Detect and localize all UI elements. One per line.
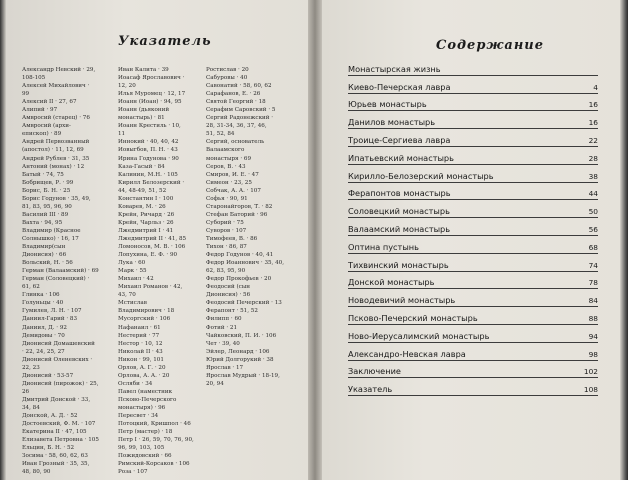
toc-title: Ново-Иерусалимский монастырь xyxy=(348,330,490,341)
index-heading: Указатель xyxy=(118,34,212,49)
toc-title: Заключение xyxy=(348,366,401,377)
index-entry: Илья Муромец · 12, 17 xyxy=(118,91,186,98)
index-entry: Дионисий · 53-57 xyxy=(22,372,74,379)
index-entry: 96, 99, 103, 105 xyxy=(118,445,165,452)
toc-page-number: 88 xyxy=(588,313,598,323)
index-entry: 26 xyxy=(22,388,30,395)
index-entry: Александр Невский · 29, xyxy=(22,67,96,73)
index-entry: Елизавета Петровна · 105 xyxy=(22,437,99,444)
table-of-contents xyxy=(348,58,598,396)
contents-heading: Содержание xyxy=(436,38,545,53)
index-entry: Федор Годунов · 40, 41 xyxy=(206,252,274,259)
index-entry: Орлов, А. Г. · 20 xyxy=(118,364,166,371)
index-entry: Амвросий (архи- xyxy=(22,123,71,130)
toc-title: Валаамский монастырь xyxy=(348,223,451,234)
index-entry: Михаил · 42 xyxy=(118,276,154,283)
index-entry: Мусоргский · 106 xyxy=(118,316,171,323)
toc-title: Соловецкий монастырь xyxy=(348,206,450,217)
index-entry: Сабуровы · 40 xyxy=(206,75,248,82)
index-entry: Серафим Саровский · 5 xyxy=(206,107,276,114)
index-entry: Иоанн (Иоан) · 94, 95 xyxy=(118,99,182,106)
toc-title: Александро-Невская лавра xyxy=(348,348,466,359)
toc-row xyxy=(348,183,598,201)
index-entry: Вахта · 94, 95 xyxy=(22,219,63,226)
toc-page-number: 4 xyxy=(593,82,598,92)
index-entry: Ферапонт · 51, 52 xyxy=(206,308,258,315)
index-entry: Алексий II · 27, 67 xyxy=(22,99,77,106)
toc-page-number: 98 xyxy=(588,349,598,359)
index-entry: Глинка · 106 xyxy=(22,292,60,299)
index-entry: Калинин, М.Н. · 105 xyxy=(118,171,178,178)
index-entry: Никон · 99, 101 xyxy=(118,356,164,363)
index-entry: Голуньцы · 40 xyxy=(22,300,64,307)
index-entry: Потоцкий, Кришпол · 46 xyxy=(118,421,191,428)
toc-row xyxy=(348,325,598,343)
index-entry: 81, 83, 95, 96, 90 xyxy=(22,203,72,210)
index-entry: Симеон · 23, 25 xyxy=(206,179,252,186)
index-entry: Донской, А. Д. · 52 xyxy=(22,413,78,420)
index-entry: Достоевский, Ф. М. · 107 xyxy=(22,421,96,428)
toc-row xyxy=(348,272,598,290)
index-entry: Суборий · 75 xyxy=(206,219,244,226)
index-entry: Сарафанов, Е. · 26 xyxy=(206,91,261,98)
toc-page-number: 84 xyxy=(588,296,598,306)
index-entry: Петр (мастер) · 18 xyxy=(118,429,173,436)
index-entry: Николай II · 43 xyxy=(118,348,163,355)
index-entry: Софья · 90, 91 xyxy=(206,195,248,202)
index-entry: Ирина Годунова · 90 xyxy=(118,155,179,162)
book-gutter xyxy=(308,0,322,480)
index-entry: Бобрищев, Р. · 99 xyxy=(22,179,74,186)
index-entry: Дмитрий Донской · 33, xyxy=(22,396,91,403)
index-entry: Лопухина, Е. Ф. · 90 xyxy=(118,252,178,259)
toc-page-number: 16 xyxy=(588,118,598,128)
index-entry: Филипп · 60 xyxy=(206,316,242,323)
index-entry: Иннокий · 40, 40, 42 xyxy=(118,139,179,146)
index-entry: Владимирович · 18 xyxy=(118,308,175,315)
index-entry: Федор Прокофьев · 20 xyxy=(206,276,272,283)
index-entry: Ярослав Мудрый · 18-19, xyxy=(206,372,280,379)
index-entry: Коварев, М. · 26 xyxy=(118,203,166,210)
index-entry: Нестерий · 77 xyxy=(118,332,160,339)
toc-row xyxy=(348,254,598,272)
index-entry: Павел (наместник xyxy=(118,388,173,395)
toc-title: Псково-Печерский монастырь xyxy=(348,312,478,323)
index-entry: Стефан Баторий · 96 xyxy=(206,211,268,218)
index-entry: епископ) · 89 xyxy=(22,131,62,138)
index-entry: 28, 31-34, 36, 37, 46, xyxy=(206,123,267,130)
index-entry: Савонатий · 58, 60, 62 xyxy=(206,83,272,90)
index-entry: 61, 62 xyxy=(22,284,40,291)
index-entry: · 22, 24, 25, 27 xyxy=(22,348,65,355)
index-entry: Пожидовский · 66 xyxy=(118,453,172,460)
index-entry: Иван Калита · 39 xyxy=(118,67,169,73)
toc-title: Тихвинский монастырь xyxy=(348,259,449,270)
index-entry: Борис Годунов · 35, 49, xyxy=(22,195,91,202)
index-entry: Дионисий (пирожок) · 25, xyxy=(22,380,99,387)
index-entry: Римский-Корсаков · 106 xyxy=(118,461,190,468)
index-entry: 108-105 xyxy=(22,75,46,82)
index-entry: Владимир (Красное xyxy=(22,227,81,234)
index-entry: Ростислав · 20 xyxy=(206,67,249,73)
index-entry: Владимир(сын xyxy=(22,244,66,251)
toc-page-number: 56 xyxy=(588,224,598,234)
index-entry: Лжедмитрий II · 41, 85 xyxy=(118,235,187,242)
index-entry: Борис, Б. Н. · 25 xyxy=(22,187,71,194)
toc-title: Указатель xyxy=(348,384,393,395)
index-entry: Чайковский, П. И. · 106 xyxy=(206,332,277,339)
index-entry: Каза-Гасый · 84 xyxy=(118,163,165,170)
toc-page-number: 22 xyxy=(588,135,598,145)
index-entry: 34, 84 xyxy=(22,404,40,411)
toc-title: Данилов монастырь xyxy=(348,117,436,128)
toc-row xyxy=(348,378,598,396)
index-entry: 44, 48-49, 51, 52 xyxy=(118,187,167,194)
index-entry: Даниил, Д. · 92 xyxy=(22,324,67,331)
index-entry: Федор Иоаннович · 35, 40, xyxy=(206,260,285,267)
toc-row xyxy=(348,236,598,254)
index-entry: Крейн, Чарльз · 26 xyxy=(118,219,174,226)
index-entry: Алексей Михайлович · xyxy=(22,83,90,90)
index-entry: Андрей Рублев · 31, 35 xyxy=(22,155,90,162)
index-entry: монастыря) · 96 xyxy=(118,404,166,411)
index-entry: Дионисия) · 56 xyxy=(206,292,251,299)
index-entry: Валаамского xyxy=(206,147,245,154)
index-entry: (апостол) · 11, 12, 69 xyxy=(22,147,84,154)
index-entry: Иоанн (дьяконий xyxy=(118,107,170,114)
index-entry: Вольский, Н. · 56 xyxy=(22,260,73,267)
index-entry: 43, 70 xyxy=(118,292,136,299)
index-entry: Фотий · 21 xyxy=(206,324,238,331)
index-entry: Антоний (монах) · 12 xyxy=(22,163,85,170)
toc-title: Монастырская жизнь xyxy=(348,63,441,74)
index-entry: Смиров, И. Е. · 47 xyxy=(206,171,259,178)
index-entry: Святой Георгий · 18 xyxy=(206,99,266,106)
toc-page-number: 78 xyxy=(588,278,598,288)
index-entry: 62, 83, 95, 90 xyxy=(206,268,246,275)
index-entry: Феодосий (сын xyxy=(206,284,250,291)
book-edge-left xyxy=(0,0,6,480)
toc-title: Киево-Печерская лавра xyxy=(348,81,451,92)
toc-title: Донской монастырь xyxy=(348,277,435,288)
index-entry: Юрий Долгорукий · 38 xyxy=(206,356,274,363)
toc-page-number: 44 xyxy=(588,189,598,199)
toc-row xyxy=(348,307,598,325)
index-entry: Осляби · 34 xyxy=(118,380,153,387)
toc-row xyxy=(348,289,598,307)
index-column-1 xyxy=(22,66,114,476)
toc-row xyxy=(348,147,598,165)
index-entry: Солнышко) · 16, 17 xyxy=(22,235,79,242)
index-entry: Лука · 60 xyxy=(118,260,146,267)
index-entry: Ельцин, Б. Н. · 52 xyxy=(22,445,75,452)
toc-title: Новодевичий монастырь xyxy=(348,295,456,306)
index-entry: Дионисий Домашевский xyxy=(22,340,95,347)
index-entry: 20, 94 xyxy=(206,380,224,387)
index-entry: монастырь) · 81 xyxy=(118,115,165,122)
index-entry: Екатерина II · 47, 105 xyxy=(22,429,87,436)
index-entry: Петр I · 26, 59, 70, 76, 90, xyxy=(118,437,194,444)
index-entry: Эйлер, Леонард · 106 xyxy=(206,348,270,355)
index-entry: Ломоносов, М. В. · 106 xyxy=(118,244,186,251)
index-entry: Крейн, Ричард · 26 xyxy=(118,211,175,218)
index-entry: Псково-Печерского xyxy=(118,396,177,403)
toc-page-number: 108 xyxy=(583,385,598,395)
index-entry: Герман (Соловецкий) · xyxy=(22,276,90,283)
toc-page-number: 94 xyxy=(588,331,598,341)
toc-row xyxy=(348,165,598,183)
index-entry: Собчак, А. А. · 107 xyxy=(206,187,261,194)
toc-title: Ферапонтов монастырь xyxy=(348,188,451,199)
index-entry: Чет · 39, 40 xyxy=(206,340,240,347)
index-entry: Иван Грозный · 35, 35, xyxy=(22,461,90,468)
index-entry: Сергий Радонежский · xyxy=(206,115,274,122)
index-entry: Батый · 74, 75 xyxy=(22,171,64,178)
index-entry: Ярослав · 17 xyxy=(206,364,244,371)
index-entry: Алипий · 97 xyxy=(22,107,58,114)
index-entry: Константин I · 100 xyxy=(118,195,174,202)
toc-row xyxy=(348,58,598,76)
index-entry: Тихон · 86, 87 xyxy=(206,244,247,251)
toc-title: Кирилло-Белозерский монастырь xyxy=(348,170,494,181)
toc-row xyxy=(348,218,598,236)
index-column-2 xyxy=(118,66,210,476)
toc-row xyxy=(348,76,598,94)
index-entry: Нестор · 10, 12 xyxy=(118,340,163,347)
index-entry: Дионисий Оленевских · xyxy=(22,356,93,363)
index-column-3 xyxy=(206,66,302,388)
toc-page-number: 16 xyxy=(588,100,598,110)
toc-page-number: 50 xyxy=(588,207,598,217)
toc-row xyxy=(348,129,598,147)
index-entry: Суворов · 107 xyxy=(206,227,247,234)
index-entry: Василий III · 89 xyxy=(22,211,69,218)
index-entry: Иоанн Крестиль · 10, xyxy=(118,123,181,130)
index-entry: Михаил Романов · 42, xyxy=(118,284,183,291)
index-entry: 12, 20 xyxy=(118,83,136,90)
index-entry: Пересвет · 34 xyxy=(118,413,159,420)
toc-row xyxy=(348,200,598,218)
index-entry: 48, 80, 90 xyxy=(22,469,51,476)
index-entry: Амвросий (старец) · 76 xyxy=(22,115,90,122)
book-edge-right xyxy=(620,0,628,480)
toc-page-number: 102 xyxy=(583,367,598,377)
index-entry: Феодосий Печерский · 13 xyxy=(206,300,282,307)
index-entry: Тимофеев, В. · 86 xyxy=(206,235,258,242)
index-entry: Сергий, основатель xyxy=(206,139,265,146)
index-entry: 22, 23 xyxy=(22,364,40,371)
toc-title: Троице-Сергиева лавра xyxy=(348,134,451,145)
index-entry: Иоасаф Ярославович · xyxy=(118,75,185,82)
toc-page-number: 68 xyxy=(588,242,598,252)
index-entry: 51, 52, 84 xyxy=(206,131,235,138)
index-entry: Марк · 55 xyxy=(118,268,147,275)
toc-title: Ипатьевский монастырь xyxy=(348,152,454,163)
index-entry: Зосима · 58, 60, 62, 63 xyxy=(22,453,88,460)
index-entry: 99 xyxy=(22,91,30,98)
index-entry: Серов, В. · 43 xyxy=(206,163,246,170)
index-entry: Старонайгоров, Т. · 82 xyxy=(206,203,273,210)
index-entry: Орлова, А. А. · 20 xyxy=(118,372,170,379)
toc-page-number: 38 xyxy=(588,171,598,181)
index-entry: Гумилев, Л. Н. · 107 xyxy=(22,308,82,315)
toc-row xyxy=(348,94,598,112)
toc-row xyxy=(348,361,598,379)
toc-title: Оптина пустынь xyxy=(348,241,419,252)
toc-row xyxy=(348,111,598,129)
index-entry: Иовыгбов, П. Н. · 43 xyxy=(118,147,178,154)
toc-page-number: 28 xyxy=(588,153,598,163)
index-entry: Нафанаил · 61 xyxy=(118,324,161,331)
index-entry: Мстислав xyxy=(118,300,147,307)
index-entry: монастыря · 69 xyxy=(206,155,252,162)
toc-title: Юрьев монастырь xyxy=(348,99,427,110)
toc-page-number: 74 xyxy=(588,260,598,270)
index-entry: Демидовы · 70 xyxy=(22,332,65,339)
index-entry: Андрей Первозванный xyxy=(22,139,90,146)
index-entry: 11 xyxy=(118,131,126,138)
index-entry: Роза · 107 xyxy=(118,469,148,476)
index-entry: Кирилл Белозерский · xyxy=(118,179,185,186)
index-entry: Дионисия) · 66 xyxy=(22,252,67,259)
toc-row xyxy=(348,343,598,361)
index-entry: Лжедмитрий I · 41 xyxy=(118,227,174,234)
index-entry: Даниил-Гарий · 83 xyxy=(22,316,78,323)
index-entry: Герман (Валаамский) · 69 xyxy=(22,268,99,275)
